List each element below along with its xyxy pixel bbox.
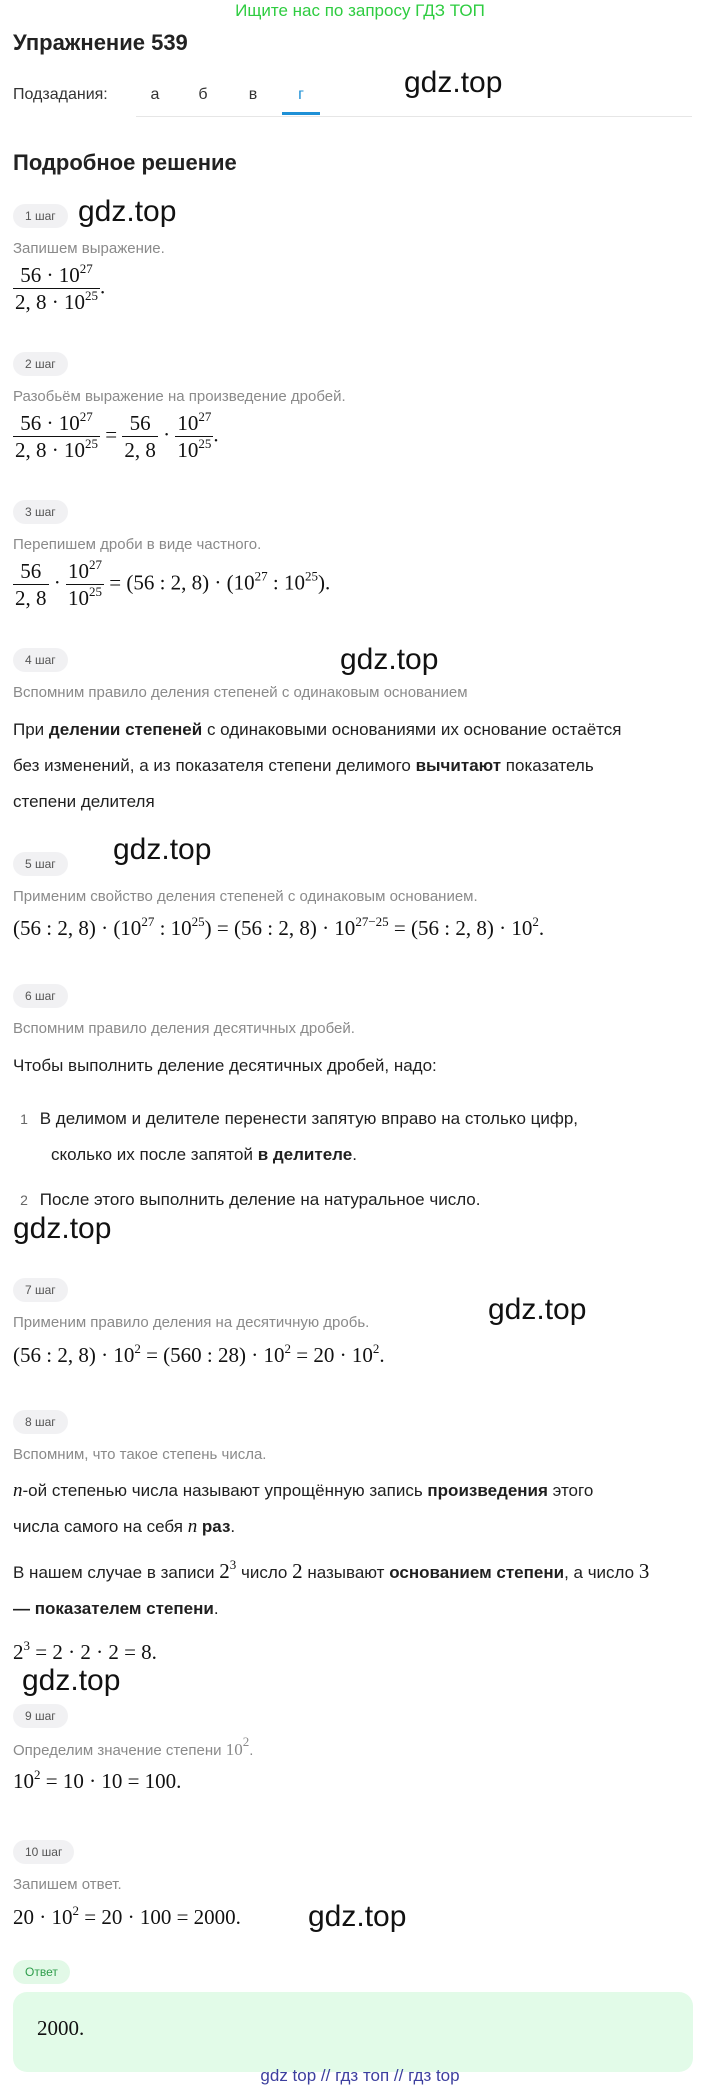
step-badge-10: 10 шаг xyxy=(13,1840,74,1864)
step-math-5: (56 : 2, $8) \cdot (10^{27}$ : $10^{25}) = (56$ : 2, $8) \cdot 10^{27-25} = (56$ : 2, $8) \cdot 10^2$. xyxy=(13,914,545,940)
watermark: gdz.top xyxy=(404,66,503,99)
step-badge-4: 4 шаг xyxy=(13,648,68,672)
answer-badge: Ответ xyxy=(13,1960,70,1984)
rule-step-8-definition: n-ой степенью числа называют упрощённую запись произведения этого числа самого на себя n раз. xyxy=(13,1480,594,1537)
watermark: gdz.top xyxy=(308,1900,407,1933)
step-badge-5: 5 шаг xyxy=(13,852,68,876)
step-math-9: $10^2 = 10 \cdot 10 = 100$. xyxy=(13,1767,182,1793)
rule-step-6-item-1: 1 В делимом и делителе перенести запятую вправо на столько цифр, сколько их после запятой в делителе. xyxy=(20,1109,579,1164)
watermark: gdz.top xyxy=(340,643,439,676)
step-hint-9: Определим значение степени $10^2$. xyxy=(13,1734,254,1759)
top-banner: Ищите нас по запросу ГДЗ ТОП xyxy=(235,1,485,20)
subtasks-label: Подзадания: xyxy=(13,86,108,103)
answer-value: 2000. xyxy=(37,2016,85,2040)
footer-links[interactable]: gdz top // гдз топ // гдз top xyxy=(260,2066,460,2085)
watermark: gdz.top xyxy=(488,1293,587,1326)
watermark: gdz.top xyxy=(13,1212,112,1245)
answer-box xyxy=(13,1992,693,2072)
rule-step-6-item-2: 2 После этого выполнить деление на натуральное число. xyxy=(20,1190,481,1209)
step-math-8: $2^3 = 2 \cdot 2 \cdot 2 = 8$. xyxy=(13,1638,157,1664)
section-title: Подробное решение xyxy=(13,150,237,175)
tab-g[interactable]: г xyxy=(282,80,320,115)
watermark: gdz.top xyxy=(113,833,212,866)
step-math-1: $\frac{56 \cdot 10^{27}}{2, 8 \cdot 10^{25}}$ . xyxy=(15,261,106,314)
step-hint-5: Применим свойство деления степеней с одинаковым основанием. xyxy=(13,888,478,905)
step-badge-8: 8 шаг xyxy=(13,1410,68,1434)
page-title: Упражнение 539 xyxy=(13,30,188,55)
rule-step-4: При делении степеней с одинаковыми основаниями их основание остаётся без изменений, а из показателя степени делимого вычитают показатель степени делителя xyxy=(13,720,622,811)
step-hint-7: Применим правило деления на десятичную дробь. xyxy=(13,1314,370,1331)
step-hint-1: Запишем выражение. xyxy=(13,240,165,257)
watermark: gdz.top xyxy=(78,195,177,228)
step-hint-2: Разобьём выражение на произведение дробей. xyxy=(13,388,346,405)
step-badge-2: 2 шаг xyxy=(13,352,68,376)
rule-step-8-example: В нашем случае в записи $2^3$ число 2 называют основанием степени, а число 3 — показателем степени. xyxy=(13,1557,650,1618)
tab-v[interactable]: в xyxy=(248,86,258,103)
step-hint-8: Вспомним, что такое степень числа. xyxy=(13,1446,267,1463)
step-hint-4: Вспомним правило деления степеней с одинаковым основанием xyxy=(13,684,468,701)
step-badge-7: 7 шаг xyxy=(13,1278,68,1302)
tab-a[interactable]: а xyxy=(150,86,160,103)
step-math-3: $\frac{56}{2, 8}$ · $\frac{10^{27}}{10^{25}}$ = (56 : 2, $8) \cdot (10^{27}$ : $10^{25}$). xyxy=(15,557,331,610)
tab-b[interactable]: б xyxy=(198,86,208,103)
rule-step-6-intro: Чтобы выполнить деление десятичных дробей, надо: xyxy=(13,1056,437,1075)
step-badge-6: 6 шаг xyxy=(13,984,68,1008)
step-badge-1: 1 шаг xyxy=(13,204,68,228)
step-math-2: $\frac{56 \cdot 10^{27}}{2, 8 \cdot 10^{25}}$ = $\frac{56}{2, 8}$ · $\frac{10^{27}}{10^{25}}$ . xyxy=(15,409,219,462)
step-hint-3: Перепишем дроби в виде частного. xyxy=(13,536,262,553)
step-hint-6: Вспомним правило деления десятичных дробей. xyxy=(13,1020,355,1037)
step-math-7: (56 : 2, $8) \cdot 10^2 = (560$ : $28) \cdot 10^2 = 20 \cdot 10^2$. xyxy=(13,1341,385,1367)
step-math-10: $20 \cdot 10^2 = 20 \cdot 100 = 2000$. xyxy=(13,1903,241,1929)
step-hint-10: Запишем ответ. xyxy=(13,1876,122,1893)
step-badge-9: 9 шаг xyxy=(13,1704,68,1728)
step-badge-3: 3 шаг xyxy=(13,500,68,524)
watermark: gdz.top xyxy=(22,1664,121,1697)
